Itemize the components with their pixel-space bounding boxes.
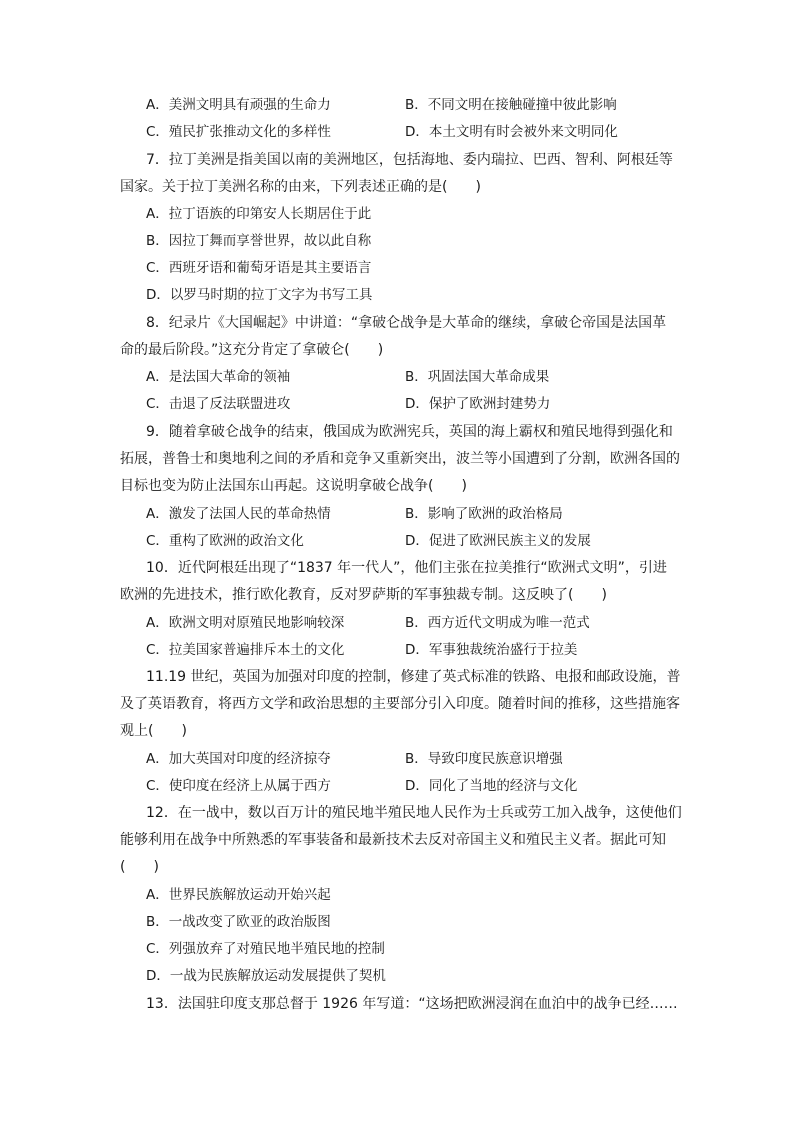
q7-option-d: D．以罗马时期的拉丁文字为书写工具 bbox=[146, 287, 373, 303]
q9-stem-line-1: 9．随着拿破仑战争的结束，俄国成为欧洲宪兵，英国的海上霸权和殖民地得到强化和 bbox=[146, 424, 673, 440]
q6-option-c: C．殖民扩张推动文化的多样性 bbox=[146, 124, 331, 140]
q7-option-b: B．因拉丁舞而享誉世界，故以此自称 bbox=[146, 233, 372, 249]
q7-stem-line-1: 7．拉丁美洲是指美国以南的美洲地区，包括海地、委内瑞拉、巴西、智利、阿根廷等 bbox=[146, 152, 673, 168]
q10-stem-line-1: 10．近代阿根廷出现了“1837 年一代人”，他们主张在拉美推行“欧洲式文明”，引进 bbox=[146, 560, 667, 576]
q9-option-a: A．激发了法国人民的革命热情 bbox=[146, 506, 331, 522]
q9-stem-line-2: 拓展，普鲁士和奥地利之间的矛盾和竞争又重新突出，波兰等小国遭到了分割，欧洲各国的 bbox=[120, 451, 680, 467]
q8-option-b: B．巩固法国大革命成果 bbox=[405, 369, 550, 385]
q8-stem-line-2: 命的最后阶段。”这充分肯定了拿破仑( ) bbox=[120, 342, 384, 358]
q12-option-b: B．一战改变了欧亚的政治版图 bbox=[146, 914, 331, 930]
q10-option-b: B．西方近代文明成为唯一范式 bbox=[405, 615, 590, 631]
q8-stem-line-1: 8．纪录片《大国崛起》中讲道：“拿破仑战争是大革命的继续，拿破仑帝国是法国革 bbox=[146, 315, 667, 331]
q11-stem-line-1: 11.19 世纪，英国为加强对印度的控制，修建了英式标准的铁路、电报和邮政设施，普 bbox=[146, 669, 681, 685]
q7-option-a: A．拉丁语族的印第安人长期居住于此 bbox=[146, 206, 372, 222]
q6-option-a: A．美洲文明具有顽强的生命力 bbox=[146, 97, 331, 113]
q8-option-d: D．保护了欧洲封建势力 bbox=[405, 396, 551, 412]
q9-option-d: D．促进了欧洲民族主义的发展 bbox=[405, 533, 591, 549]
q11-option-c: C．使印度在经济上从属于西方 bbox=[146, 778, 331, 794]
q11-option-d: D．同化了当地的经济与文化 bbox=[405, 778, 578, 794]
q11-stem-line-3: 观上( ) bbox=[120, 723, 187, 739]
q11-option-b: B．导致印度民族意识增强 bbox=[405, 751, 563, 767]
q8-option-a: A．是法国大革命的领袖 bbox=[146, 369, 291, 385]
q10-option-a: A．欧洲文明对原殖民地影响较深 bbox=[146, 615, 345, 631]
q10-option-d: D．军事独裁统治盛行于拉美 bbox=[405, 642, 578, 658]
q11-option-a: A．加大英国对印度的经济掠夺 bbox=[146, 751, 331, 767]
q7-option-c: C．西班牙语和葡萄牙语是其主要语言 bbox=[146, 260, 372, 276]
q11-stem-line-2: 及了英语教育，将西方文学和政治思想的主要部分引入印度。随着时间的推移，这些措施客 bbox=[120, 696, 680, 712]
q12-option-a: A．世界民族解放运动开始兴起 bbox=[146, 887, 331, 903]
q6-option-b: B．不同文明在接触碰撞中彼此影响 bbox=[405, 97, 617, 113]
q13-stem-line-1: 13．法国驻印度支那总督于 1926 年写道：“这场把欧洲浸润在血泊中的战争已经…… bbox=[146, 996, 678, 1012]
q10-option-c: C．拉美国家普遍排斥本土的文化 bbox=[146, 642, 345, 658]
q8-option-c: C．击退了反法联盟进攻 bbox=[146, 396, 291, 412]
q9-option-b: B．影响了欧洲的政治格局 bbox=[405, 506, 563, 522]
q6-option-d: D．本土文明有时会被外来文明同化 bbox=[405, 124, 618, 140]
q12-stem-line-2: 能够利用在战争中所熟悉的军事装备和最新技术去反对帝国主义和殖民主义者。据此可知 bbox=[120, 832, 666, 848]
q7-stem-line-2: 国家。关于拉丁美洲名称的由来，下列表述正确的是( ) bbox=[120, 179, 481, 195]
q9-option-c: C．重构了欧洲的政治文化 bbox=[146, 533, 304, 549]
q12-stem-line-3: ( ) bbox=[120, 859, 159, 875]
q12-stem-line-1: 12．在一战中，数以百万计的殖民地半殖民地人民作为士兵或劳工加入战争，这使他们 bbox=[146, 805, 682, 821]
q12-option-d: D．一战为民族解放运动发展提供了契机 bbox=[146, 968, 386, 984]
q12-option-c: C．列强放弃了对殖民地半殖民地的控制 bbox=[146, 941, 385, 957]
q9-stem-line-3: 目标也变为防止法国东山再起。这说明拿破仑战争( ) bbox=[120, 478, 467, 494]
q10-stem-line-2: 欧洲的先进技术，推行欧化教育，反对罗萨斯的军事独裁专制。这反映了( ) bbox=[120, 587, 607, 603]
